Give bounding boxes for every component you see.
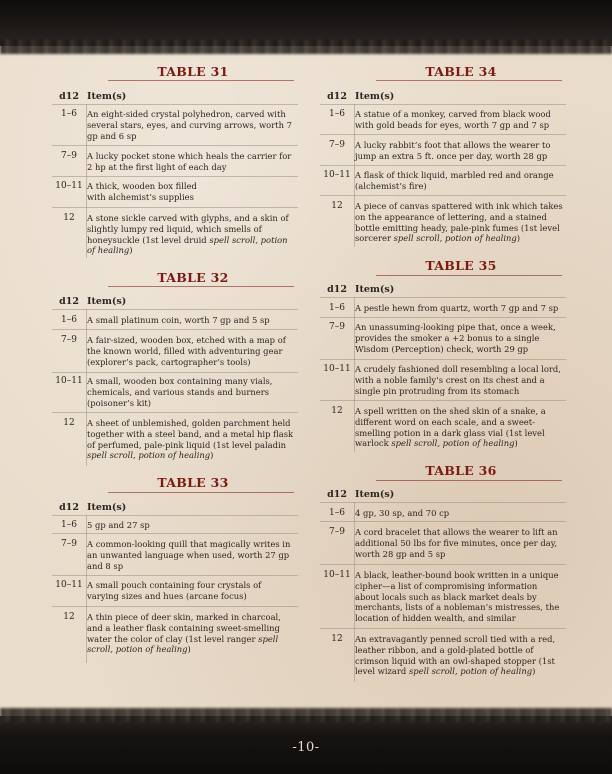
header-items: Item(s) [355, 91, 395, 102]
item-text-italic: spell scroll, potion of healing [87, 450, 211, 461]
item-text-main: An extravagantly penned scroll tied with a red, leather ribbon, and a gold-plated bottle of crimson liquid with an owl-shaped stopper (1st level wizard [355, 634, 556, 677]
item-text [355, 406, 564, 449]
page-number: -10- [292, 740, 320, 755]
row-separator [52, 533, 298, 534]
item-text-suffix: ) [210, 450, 214, 461]
item-text-main: A sheet of unblemished, golden parchment held together with a steel band, and a metal hip flask of perfumed, pale-pink liquid (1st level paladin [87, 418, 294, 450]
header-roll: d12 [59, 502, 79, 513]
item-text-italic: spell scroll, potion of healing [87, 633, 279, 655]
roll-range: 10–11 [323, 170, 351, 180]
item-text-suffix: ) [187, 644, 191, 655]
roll-range: 10–11 [55, 181, 83, 191]
table-title: TABLE 35 [425, 258, 497, 273]
item-text: A small, wooden box containing many vials, chemicals, and various stands and burners (poisoner’s kit) [87, 376, 273, 408]
row-separator [320, 521, 566, 522]
row-separator [52, 412, 298, 413]
top-torn-border [0, 0, 612, 46]
item-text-main: A piece of canvas spattered with ink which takes on the appearance of lettering, and a stained bottle emitting heady, pale-pink fumes (1st level sorcerer [355, 201, 563, 244]
item-text-main: A thin piece of deer skin, marked in charcoal, and a leather flask containing sweet-smelling water the color of clay (1st level ranger [87, 612, 281, 644]
table-title: TABLE 33 [157, 475, 229, 490]
title-underline [376, 275, 562, 276]
table-title: TABLE 34 [425, 64, 497, 79]
row-separator [52, 575, 298, 576]
title-underline [108, 286, 294, 287]
header-items: Item(s) [87, 502, 127, 513]
item-text-suffix: ) [516, 233, 521, 244]
roll-range: 1–6 [61, 109, 77, 119]
roll-range: 1–6 [329, 303, 345, 313]
roll-range: 12 [63, 612, 75, 622]
row-separator [52, 145, 298, 146]
roll-range: 7–9 [61, 335, 77, 345]
item-text-italic: spell scroll, potion of healing [87, 234, 288, 256]
roll-range: 10–11 [323, 364, 351, 374]
header-separator [320, 104, 566, 105]
roll-range: 10–11 [55, 376, 83, 386]
roll-range: 12 [63, 213, 75, 223]
item-text-main: A stone sickle carved with glyphs, and a skin of slightly lumpy red liquid, which smells of honeysuckle (1st level druid [87, 213, 289, 245]
header-separator [320, 502, 566, 503]
header-roll: d12 [327, 91, 347, 102]
roll-range: 12 [331, 634, 343, 644]
header-roll: d12 [59, 296, 79, 307]
row-separator [52, 176, 298, 177]
item-text-italic: spell scroll, potion of healing [393, 233, 517, 244]
header-separator [52, 104, 298, 105]
header-separator [52, 309, 298, 310]
roll-range: 10–11 [55, 580, 83, 590]
row-separator [52, 606, 298, 607]
roll-range: 1–6 [329, 508, 345, 518]
item-text-italic: spell scroll, potion of healing [391, 438, 515, 449]
item-text: A small platinum coin, worth 7 gp and 5 sp [87, 315, 270, 325]
title-underline [108, 80, 294, 81]
roll-range: 12 [63, 418, 75, 428]
header-separator [52, 515, 298, 516]
item-text-main: A spell written on the shed skin of a snake, a different word on each scale, and a sweet-smelling potion in a dark glass vial (1st level warlock [355, 406, 546, 449]
title-underline [108, 492, 294, 493]
roll-range: 12 [331, 201, 343, 211]
roll-range: 7–9 [61, 539, 77, 549]
item-text: An eight-sided crystal polyhedron, carved with several stars, eyes, and curving arrows, worth 7 gp and 6 sp [87, 109, 292, 141]
item-text: A fair-sized, wooden box, etched with a map of the known world, filled with adventuring gear (explorer’s pack, cartographer’s tools) [87, 335, 286, 367]
item-text [87, 213, 296, 256]
roll-range: 7–9 [61, 151, 77, 161]
title-underline [376, 80, 562, 81]
item-text [355, 201, 564, 244]
item-text: A statue of a monkey, carved from black wood with gold beads for eyes, worth 7 gp and 7 sp [355, 109, 551, 130]
item-text: An unassuming-looking pipe that, once a week, provides the smoker a +2 bonus to a single Wisdom (Perception) check, worth 29 gp [355, 322, 556, 354]
row-separator [52, 372, 298, 373]
roll-range: 7–9 [329, 140, 345, 150]
item-text: A crudely fashioned doll resembling a local lord, with a noble family’s crest on its chest and a single pin protruding from its stomach [355, 364, 561, 396]
table-title: TABLE 31 [157, 64, 229, 79]
row-separator [320, 564, 566, 565]
item-text: A common-looking quill that magically writes in an unwanted language when used, worth 27 gp and 8 sp [87, 539, 291, 571]
header-roll: d12 [59, 91, 79, 102]
row-separator [320, 317, 566, 318]
item-text: A cord bracelet that allows the wearer to lift an additional 50 lbs for five minutes, once per day, worth 28 gp and 5 sp [355, 527, 558, 559]
header-items: Item(s) [87, 91, 127, 102]
item-text-italic: spell scroll, potion of healing [408, 666, 533, 677]
item-text: A black, leather-bound book written in a unique cipher—a list of compromising information about locals such as black market deals by merchants, lists of a nobleman’s mistresses, the location of hidden wealth, and similar [355, 570, 560, 624]
roll-range: 12 [331, 406, 343, 416]
row-separator [320, 134, 566, 135]
header-items: Item(s) [355, 489, 395, 500]
row-separator [52, 207, 298, 208]
item-text: A flask of thick liquid, marbled red and orange (alchemist’s fire) [355, 170, 554, 191]
roll-range: 7–9 [329, 322, 345, 332]
header-roll: d12 [327, 489, 347, 500]
roll-range: 1–6 [61, 315, 77, 325]
item-text: 4 gp, 30 sp, and 70 cp [355, 508, 450, 518]
item-text: A thick, wooden box filled with alchemist’s supplies [87, 181, 197, 202]
header-items: Item(s) [87, 296, 127, 307]
item-text-suffix: ) [532, 666, 536, 677]
item-text: A small pouch containing four crystals of varying sizes and hues (arcane focus) [87, 580, 262, 601]
table-title: TABLE 32 [157, 270, 229, 285]
row-separator [320, 400, 566, 401]
item-text: A lucky pocket stone which heals the carrier for 2 hp at the first light of each day [87, 151, 292, 172]
roll-range: 1–6 [329, 109, 345, 119]
item-text: A lucky rabbit’s foot that allows the wearer to jump an extra 5 ft. once per day, worth 28 gp [355, 140, 551, 161]
header-roll: d12 [327, 284, 347, 295]
item-text [87, 418, 296, 461]
roll-range: 10–11 [323, 570, 351, 580]
header-separator [320, 297, 566, 298]
table-title: TABLE 36 [425, 463, 497, 478]
item-text: A pestle hewn from quartz, worth 7 gp and 7 sp [355, 303, 559, 313]
title-underline [376, 480, 562, 481]
row-separator [320, 359, 566, 360]
item-text-suffix: ) [514, 438, 518, 449]
item-text [355, 634, 564, 677]
roll-range: 7–9 [329, 527, 345, 537]
item-text: 5 gp and 27 sp [87, 520, 150, 530]
row-separator [52, 329, 298, 330]
item-text-suffix: ) [129, 245, 133, 256]
row-separator [320, 628, 566, 629]
row-separator [320, 165, 566, 166]
row-separator [320, 195, 566, 196]
item-text [87, 612, 296, 655]
roll-range: 1–6 [61, 520, 77, 530]
header-items: Item(s) [355, 284, 395, 295]
